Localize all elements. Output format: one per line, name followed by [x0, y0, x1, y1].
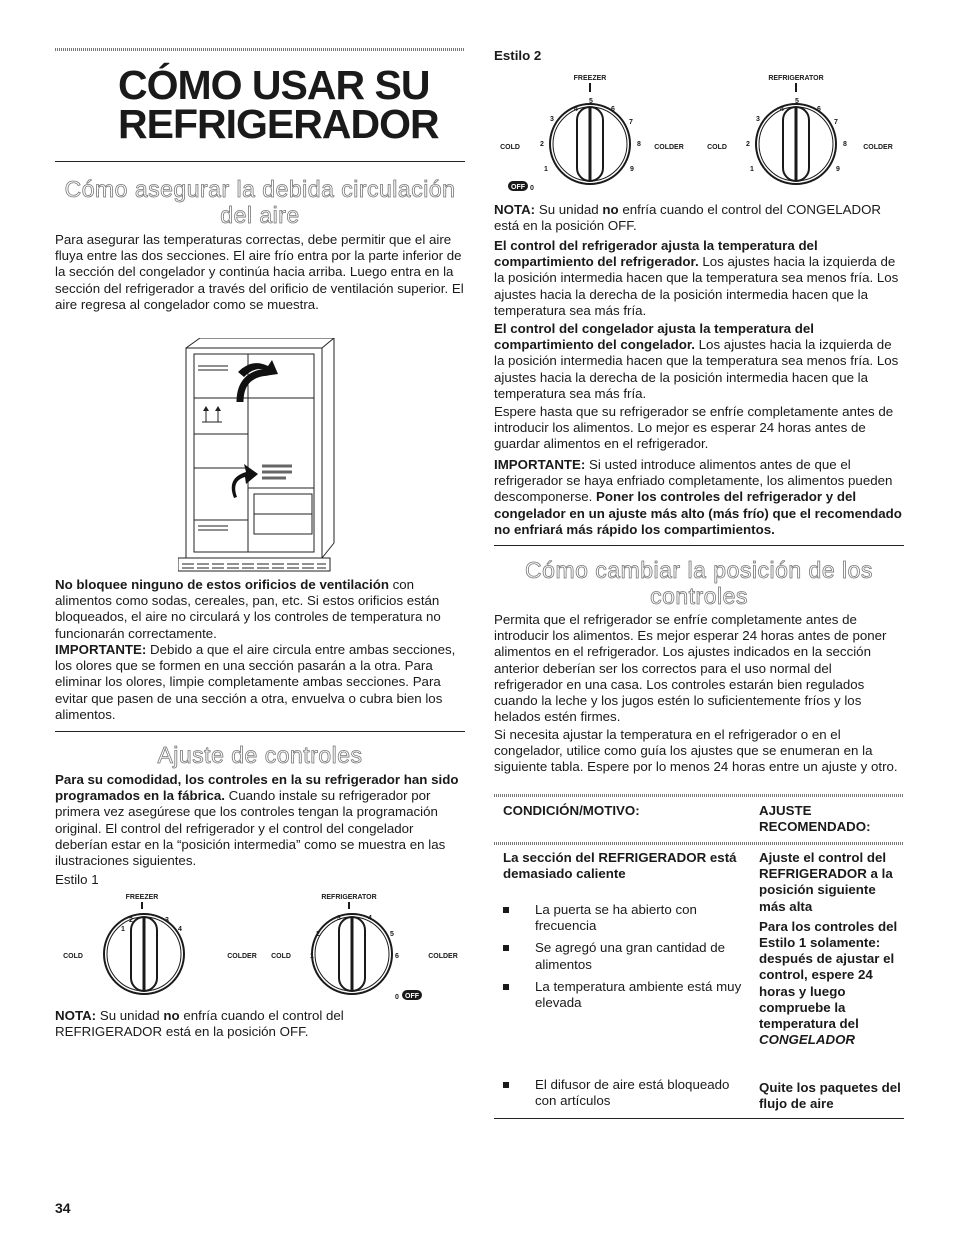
section-heading-change-line1: Cómo cambiar la posición de los: [525, 557, 873, 583]
section-heading-change: [494, 557, 904, 609]
no-block-text: con alimentos como sodas, cereales, pan, etc. Si estos orificios están bloqueados, el aire no circulará y los controles de temperatura no funcionarán correctamente.: [55, 577, 441, 641]
note2-no: no: [602, 202, 619, 217]
paragraph-important-odors: [55, 642, 465, 723]
style2-off-badge: OFF: [511, 184, 525, 191]
table-header-setting-line1: AJUSTE: [759, 803, 812, 818]
table-header-setting-line2: RECOMENDADO:: [759, 819, 871, 835]
row1-condition: [503, 850, 743, 882]
row1-setting-a: Ajuste el control del REFRIGERADOR a la posición siguiente más alta: [759, 850, 893, 914]
row1-bullet-list: [503, 902, 743, 1011]
style2-dial2-num-6: 6: [817, 106, 821, 113]
title-bottom-rule: [55, 161, 465, 162]
style1-freezer-label: FREEZER: [125, 894, 159, 901]
list-item: [503, 940, 743, 972]
style1-dial1-num-4: 4: [178, 926, 182, 933]
paragraph-allow-cool: Permita que el refrigerador se enfríe completamente antes de introducir los alimentos. Es mejor esperar 24 horas antes de poner alimentos en el refrigerador. Los ajustes indicados en la sección anterior deberían ser los correctos para el uso normal del refrigerador en una casa. Los controles estarán bien regulados cuando la leche y los jugos estén lo suficientemente fríos y los helados estén firmes.: [494, 612, 887, 725]
title-top-rule: [55, 48, 465, 51]
style1-dial2-num-5: 5: [390, 931, 394, 938]
section-heading-air: [55, 176, 465, 228]
style2-dial1-num-9: 9: [630, 166, 634, 173]
style2-dial2-num-2: 2: [746, 141, 750, 148]
style1-dial2-num-4: 4: [368, 915, 372, 922]
paragraph-freezer-control: [494, 321, 904, 402]
important-label: IMPORTANTE:: [55, 642, 147, 657]
refrigerator-control-text: Los ajustes hacia la izquierda de la posición intermedia hacen que la temperatura sea menos fría. Los ajustes hacia la derecha de la posición intermedia hacen que la temperatura sea más fría.: [494, 254, 899, 318]
list-item: [503, 902, 743, 934]
style2-dial1-num-4: 4: [574, 106, 578, 113]
important2-label: IMPORTANTE:: [494, 457, 586, 472]
style1-dial2-cold: COLD: [271, 953, 291, 960]
important-text: Debido a que el aire circula entre ambas secciones, los olores que se formen en una sección pasarán a la otra. Para eliminar los olores, limpie completamente ambas secciones. Para evitar que pasen de una sección a otra, envuelva o cubra bien los alimentos.: [55, 642, 456, 722]
row1-setting-b-text: Para los controles del Estilo 1 solamente: después de ajustar el control, espere 24 horas y luego compruebe la temperatura del: [759, 918, 898, 1032]
page-title-line-1: CÓMO USAR SU: [118, 62, 430, 108]
style2-refrigerator-label: REFRIGERATOR: [768, 75, 824, 82]
style1-dial2-num-2: 2: [316, 931, 320, 938]
row1-setting-b: [759, 919, 904, 1049]
note2-text-b: enfría cuando el control del CONGELADOR está en la posición OFF.: [494, 202, 882, 234]
row1-condition-c: está demasiado caliente: [503, 850, 737, 882]
style1-dial1-num-3: 3: [165, 917, 169, 924]
style1-dial1-cold: COLD: [63, 953, 83, 960]
style2-dial2-num-5: 5: [795, 98, 799, 105]
style2-dial2-num-8: 8: [843, 141, 847, 148]
freezer-control-bold: El control del congelador ajusta la temperatura del compartimiento del congelador.: [494, 321, 814, 353]
style1-dial1-num-1: 1: [121, 926, 125, 933]
list-item: [503, 1077, 743, 1109]
row1-condition-a: La sección del: [503, 850, 599, 865]
note-style1: [55, 1008, 385, 1040]
section-heading-adjust: Ajuste de controles: [157, 742, 363, 768]
row1-setting: [759, 850, 904, 1048]
style1-dial2-colder: COLDER: [428, 953, 458, 960]
style1-off-badge: OFF: [405, 993, 419, 1000]
factory-settings-text: Cuando instale su refrigerador por primera vez asegúrese que los controles tengan la programación original. El control del refrigerador y el control del congelador deberían estar en la “posición intermedia” como se muestra en las ilustraciones siguientes.: [55, 788, 446, 869]
divider-change: [494, 545, 904, 546]
style2-label: Estilo 2: [494, 48, 542, 63]
row1-bullet-3: La temperatura ambiente está muy elevada: [535, 978, 742, 1011]
style2-dial2-colder: COLDER: [863, 144, 893, 151]
row1-condition-b: REFRIGERADOR: [598, 850, 707, 865]
style2-dial1-zero: 0: [530, 185, 534, 192]
table-header-setting: [759, 803, 871, 835]
divider-adjust: [55, 731, 465, 732]
style1-dial1-colder: COLDER: [227, 953, 257, 960]
note2-label: NOTA:: [494, 202, 536, 217]
style1-refrigerator-label: REFRIGERATOR: [321, 894, 377, 901]
row2-bullet: El difusor de aire está bloqueado con artículos: [535, 1077, 730, 1109]
paragraph-air-flow: Para asegurar las temperaturas correctas, debe permitir que el aire fluya entre las dos secciones. El aire frío entra por la parte inferior de la sección del congelador y continúa hacia arriba. Luego entra en la sección del refrigerador a través del orificio de ventilación superior. El aire regresa al congelador como se muestra.: [55, 232, 464, 312]
style1-dial2-num-6: 6: [395, 953, 399, 960]
style2-dial1-num-6: 6: [611, 106, 615, 113]
style1-controls-illustration: [55, 888, 465, 1003]
important2-bold: Poner los controles del refrigerador y del congelador en un ajuste más alto (más frío) que el recomendado no enfriará más rápido los compartimientos.: [494, 489, 902, 537]
air-circulation-illustration: [178, 338, 338, 573]
page-title-line-2: REFRIGERADOR: [118, 101, 439, 147]
section-heading-air-line1: Cómo asegurar la debida circulación: [64, 176, 456, 202]
note1-text-a: Su unidad: [96, 1008, 164, 1023]
row2-setting: Quite los paquetes del flujo de aire: [759, 1080, 901, 1112]
row1-bullet-1: La puerta se ha abierto con frecuencia: [535, 902, 697, 934]
style2-dial2-num-7: 7: [834, 119, 838, 126]
style2-dial1-num-8: 8: [637, 141, 641, 148]
style2-dial1-num-3: 3: [550, 116, 554, 123]
note1-text-b: enfría cuando el control del REFRIGERADOR está en la posición OFF.: [55, 1008, 344, 1040]
table-top-rule: [494, 794, 904, 797]
page-number: 34: [55, 1200, 71, 1216]
row1-bullet-2: Se agregó una gran cantidad de alimentos: [535, 940, 726, 972]
note1-label: NOTA:: [55, 1008, 97, 1023]
style1-label: Estilo 1: [55, 872, 99, 887]
style2-dial2-num-9: 9: [836, 166, 840, 173]
style2-dial2-num-4: 4: [780, 106, 784, 113]
section-heading-change-line2: controles: [650, 583, 748, 609]
style2-freezer-label: FREEZER: [573, 75, 607, 82]
table-bottom-rule: [494, 1118, 904, 1119]
style2-dial2-cold: COLD: [707, 144, 727, 151]
style1-dial1-num-2: 2: [129, 917, 133, 924]
paragraph-adjust-guide: Si necesita ajustar la temperatura en el refrigerador o en el congelador, utilice como guía los ajustes que se enumeran en la siguiente tabla. Espere por lo menos 24 horas entre un ajuste y otro.: [494, 727, 898, 775]
paragraph-refrigerator-control: [494, 238, 904, 319]
paragraph-no-block: [55, 577, 465, 642]
style2-dial2-num-1: 1: [750, 166, 754, 173]
style2-dial2-num-3: 3: [756, 116, 760, 123]
style2-dial1-num-1: 1: [544, 166, 548, 173]
no-block-bold: No bloquee ninguno de estos orificios de ventilación: [55, 577, 389, 592]
note2-text-a: Su unidad: [535, 202, 603, 217]
style2-dial1-num-2: 2: [540, 141, 544, 148]
style2-dial1-colder: COLDER: [654, 144, 684, 151]
style2-dial1-num-7: 7: [629, 119, 633, 126]
note1-no: no: [163, 1008, 180, 1023]
factory-settings-bold: Para su comodidad, los controles en la su refrigerador han sido programados en la fábrica.: [55, 772, 459, 804]
style2-dial1-cold: COLD: [500, 144, 520, 151]
row2-condition: [503, 1077, 743, 1109]
section-heading-air-line2: del aire: [220, 202, 300, 228]
style1-dial2-zero: 0: [395, 994, 399, 1001]
style1-dial2-num-1: 1: [310, 953, 314, 960]
page-title: [118, 62, 439, 147]
refrigerator-control-bold: El control del refrigerador ajusta la temperatura del compartimiento del refrigerador.: [494, 238, 818, 270]
table-header-rule: [494, 842, 904, 845]
note-style2: [494, 202, 904, 234]
style2-dial1-num-5: 5: [589, 98, 593, 105]
list-item: [503, 979, 743, 1011]
important2-text: Si usted introduce alimentos antes de que el refrigerador se haya enfriado completamente, los alimentos pueden descomponerse.: [494, 457, 893, 505]
row1-setting-b-freezer: CONGELADOR: [759, 1032, 856, 1048]
freezer-control-text: Los ajustes hacia la izquierda de la posición intermedia hacen que la temperatura sea menos fría. Los ajustes hacia la derecha de la posición intermedia hacen que la temperatura sea más fría.: [494, 337, 899, 401]
style1-dial2-num-3: 3: [337, 915, 341, 922]
paragraph-important-food: [494, 457, 904, 538]
paragraph-factory-settings: [55, 772, 465, 869]
table-header-condition: CONDICIÓN/MOTIVO:: [503, 803, 640, 818]
style2-controls-illustration: [494, 68, 904, 193]
paragraph-wait-cool: Espere hasta que su refrigerador se enfríe completamente antes de introducir los alimentos. Lo mejor es esperar 24 horas antes de guardar alimentos en el refrigerador.: [494, 404, 894, 452]
